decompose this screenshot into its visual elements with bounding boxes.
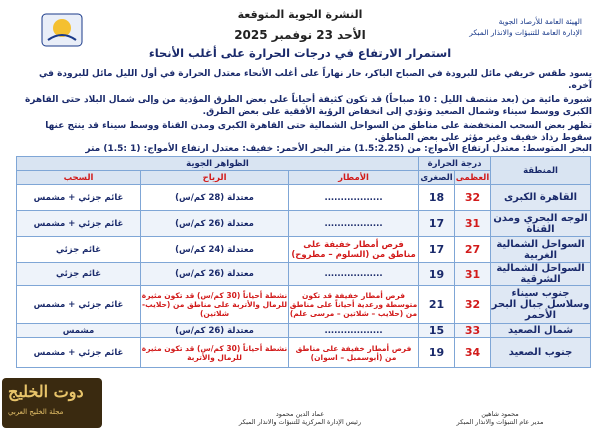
wind-text: نشطة أحياناً (30 كم/س) قد تكون مثيرة للرمال والأتربة على مناطق من (حلايب-شلاتين) <box>141 291 288 318</box>
rain-cell <box>289 237 419 263</box>
rain-cell: .................. <box>289 263 419 286</box>
temperature-header: درجة الحرارة <box>419 157 491 171</box>
rain-cell: .................. <box>289 185 419 211</box>
wind-cell: معتدلة (26 كم/س) <box>141 324 289 338</box>
wind-cell: معتدلة (26 كم/س) <box>141 211 289 237</box>
table-row <box>17 211 591 237</box>
forecast-table <box>16 156 590 408</box>
signature-2-title: رئيس الإدارة المركزية للتنبؤات والانذار المبكر <box>238 418 362 426</box>
wind-cell: معتدلة (28 كم/س) <box>141 185 289 211</box>
region-cell: الوجه البحري ومدن القناة <box>491 211 591 237</box>
rain-text: فرص أمطار خفيفة على مناطق من (السلوم – مطروح) <box>291 239 416 260</box>
fog-warning-paragraph: شبورة مائية من (بعد منتصف الليل : 10 صباحاً) قد تكون كثيفة أحياناً على بعض الطرق المؤدية من وإلى شمال البلاد حتى القاهرة الكبرى ووسط سيناء وشمال الصعيد وتؤدي إلى انخفاض الرؤية الأفقية على بعض الطرق. <box>24 95 592 117</box>
max-temp-cell: 32 <box>455 286 491 324</box>
min-header: الصغرى <box>420 172 453 183</box>
max-temp-cell: 31 <box>455 263 491 286</box>
max-header: العظمى <box>455 172 490 183</box>
forecast-paragraph-1: يسود طقس خريفي مائل للبرودة في الصباح الباكر، حار نهاراً على أغلب الأنحاء معتدل الحرارة في أول الليل مائل للبرودة في آخره. <box>38 69 592 91</box>
clouds-cell: مشمس <box>17 324 141 338</box>
rain-header: الأمطار <box>289 171 419 185</box>
region-cell: شمال الصعيد <box>491 324 591 338</box>
clouds-header: السحب <box>17 171 141 185</box>
bulletin-date: الأحد 23 نوفمبر 2025 <box>234 28 366 42</box>
headline: استمرار الارتفاع في درجات الحرارة على أغلب الأنحاء <box>148 46 452 60</box>
table-row <box>17 237 591 263</box>
table-row <box>17 324 591 338</box>
authority-name <box>402 16 582 38</box>
signature-1-name: محمود شاهين <box>481 410 519 418</box>
min-temp-cell: 21 <box>419 286 455 324</box>
region-cell: جنوب الصعيد <box>491 338 591 368</box>
signature-2 <box>230 410 370 426</box>
phenomena-header: الظواهر الجوية <box>17 157 419 171</box>
wind-header: الرياح <box>141 171 289 185</box>
clouds-cell: غائم جزئي + مشمس <box>17 338 141 368</box>
region-cell: السواحل الشمالية الغربية <box>491 237 591 263</box>
wind-cell: معتدلة (24 كم/س) <box>141 237 289 263</box>
min-temp-cell: 19 <box>419 263 455 286</box>
wind-cell <box>141 338 289 368</box>
rain-cell <box>289 286 419 324</box>
table-row <box>17 286 591 324</box>
region-cell: القاهرة الكبرى <box>491 185 591 211</box>
table-row <box>17 185 591 211</box>
watermark-logo <box>2 378 102 428</box>
max-temp-cell: 31 <box>455 211 491 237</box>
authority-line-1: الهيئة العامة للأرصاد الجوية <box>498 17 582 26</box>
region-cell: السواحل الشمالية الشرقية <box>491 263 591 286</box>
clouds-cell: غائم جزئي + مشمس <box>17 286 141 324</box>
region-header: المنطقة <box>491 157 591 185</box>
wind-cell <box>141 286 289 324</box>
min-temp-cell: 18 <box>419 185 455 211</box>
min-temp-cell: 17 <box>419 237 455 263</box>
meteorology-logo-icon <box>32 10 92 50</box>
max-temp-cell: 32 <box>455 185 491 211</box>
min-temp-cell: 19 <box>419 338 455 368</box>
clouds-cell: غائم جزئي <box>17 263 141 286</box>
signature-1 <box>440 410 560 426</box>
max-temp-cell: 33 <box>455 324 491 338</box>
clouds-cell: غائم جزئي + مشمس <box>17 185 141 211</box>
rain-cell: .................. <box>289 211 419 237</box>
min-temp-cell: 17 <box>419 211 455 237</box>
region-cell: جنوب سيناء وسلاسل جبال البحر الأحمر <box>491 286 591 324</box>
rain-text: فرص أمطار خفيفة على مناطق من (أبوسمبل – اسوان) <box>295 343 412 362</box>
table-row <box>17 338 591 368</box>
sea-state-paragraph: البحر المتوسط: معتدل ارتفاع الأمواج: من (1.5:2.25) متر البحر الأحمر: خفيف: معتدل ارتفاع الأمواج: (1 :1.5) متر <box>85 144 592 154</box>
rain-cell: .................. <box>289 324 419 338</box>
wind-text: نشطة أحياناً (30 كم/س) قد تكون مثيرة للرمال والأتربة <box>141 343 288 362</box>
min-temp-cell: 15 <box>419 324 455 338</box>
max-temp-cell: 34 <box>455 338 491 368</box>
wind-cell: معتدلة (26 كم/س) <box>141 263 289 286</box>
table-row <box>17 263 591 286</box>
clouds-cell: غائم جزئي + مشمس <box>17 211 141 237</box>
authority-line-2: الإدارة العامة للتنبؤات والانذار المبكر <box>469 28 582 37</box>
rain-text: فرص أمطار خفيفة قد تكون متوسطة ورعدية أحياناً على مناطق من (حلايب – شلاتين – مرسى علم) <box>289 291 418 318</box>
clouds-paragraph: تظهر بعض السحب المنخفضة على مناطق من السواحل الشمالية حتى القاهرة الكبرى ومدن القناة ووسط سيناء قد ينتج عنها سقوط رذاذ خفيف وغير مؤثر على بعض المناطق. <box>45 121 592 143</box>
signature-1-title: مدير عام التنبؤات والانذار المبكر <box>456 418 544 426</box>
clouds-cell: غائم جزئي <box>17 237 141 263</box>
watermark-name: دوت الخليج <box>8 382 84 401</box>
watermark-tagline: مجلة الخليج العربي <box>8 408 64 416</box>
bulletin-title: النشرة الجوية المتوقعة <box>237 8 363 21</box>
max-temp-cell: 27 <box>455 237 491 263</box>
signature-2-name: عماد الدين محمود <box>275 410 325 418</box>
rain-cell <box>289 338 419 368</box>
